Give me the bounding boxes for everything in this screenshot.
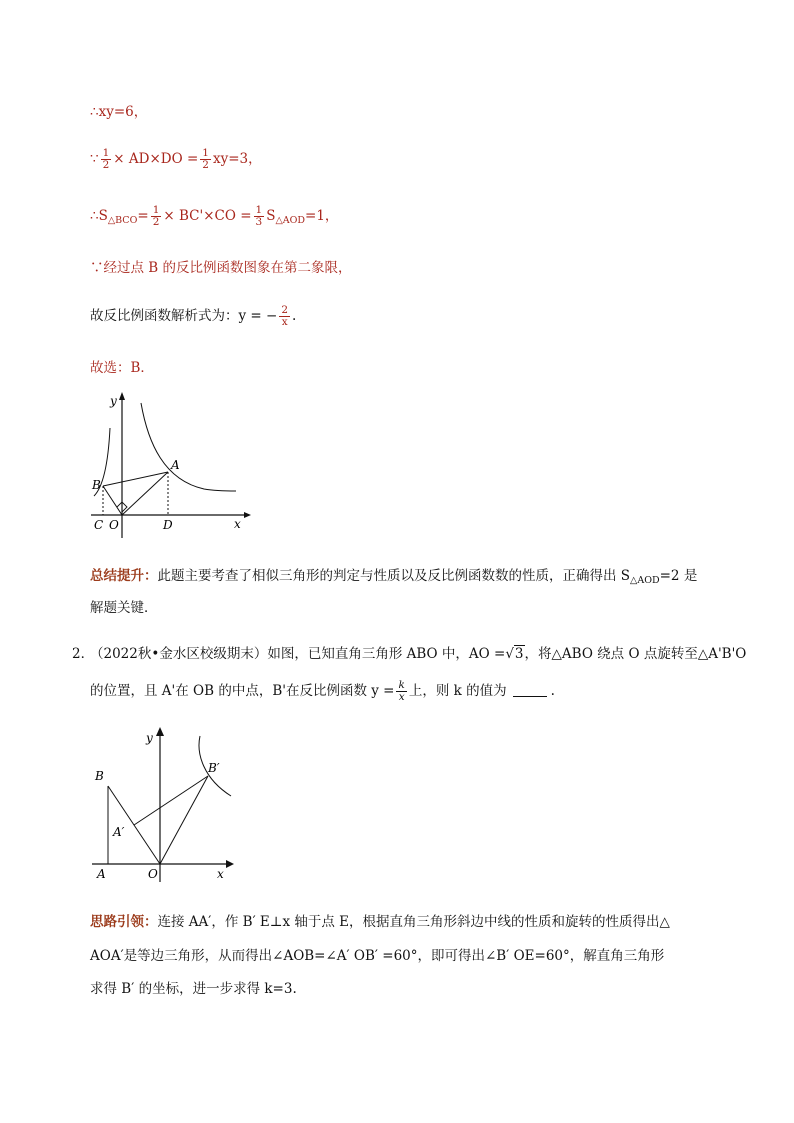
fig2-label-B: B <box>95 769 104 783</box>
fig1-x-arrow <box>244 512 251 518</box>
solution-line-4: ∵经过点 B 的反比例函数图象在第二象限， <box>90 260 352 276</box>
summary-line-1: 总结提升：此题主要考查了相似三角形的判定与性质以及反比例函数数的性质，正确得出 $S_{\triangle AOD}=2$ 是 <box>90 568 698 586</box>
fig1-label-C: C <box>94 518 104 532</box>
fig1-label-x: x <box>234 517 241 531</box>
figure-1-hyperbola-graph <box>86 388 256 546</box>
hint-label: 思路引领： <box>90 914 158 930</box>
question2-line-1: （2022秋•金水区校级期末）如图，已知直角三角形 ABO 中，AO =√3，将△ABO 绕点 O 点旋转至△A'B'O <box>90 646 747 662</box>
fig1-label-y: y <box>110 394 117 408</box>
question2-line-2: 的位置，且 A'在 OB 的中点，B'在反比例函数 y = $\frac{k}{x}$ 上，则 k 的值为 . <box>90 679 555 703</box>
fig1-segment-AB <box>103 472 168 486</box>
solution-line-1: ∴xy=6， <box>90 104 148 120</box>
question2-number: 2． <box>72 646 95 662</box>
fig2-segment-B1O <box>160 776 208 864</box>
fig1-segment-OA <box>122 472 168 515</box>
fig1-label-O: O <box>109 518 119 532</box>
summary-line-2: 解题关键． <box>90 600 158 616</box>
fig2-label-x: x <box>217 867 224 881</box>
fig1-curve-right <box>141 403 236 491</box>
answer-blank <box>513 696 547 697</box>
solution-line-2: ∵ $\frac{1}{2}$ × AD×DO = $\frac{1}{2}$ xy=3， <box>90 147 262 171</box>
hint-line-1: 思路引领：连接 AA′，作 B′ E⊥x 轴于点 E，根据直角三角形斜边中线的性质和旋转的性质得出△ <box>90 914 670 930</box>
hint-line-2: AOA′是等边三角形，从而得出∠AOB=∠A′ OB′ =60°，即可得出∠B′ OE=60°，解直角三角形 <box>90 948 665 964</box>
fig1-label-B: B <box>92 478 101 492</box>
fig2-label-A: A <box>97 867 106 881</box>
solution-line-6: 故选：B． <box>90 360 154 376</box>
fig1-segment-OB <box>103 486 122 515</box>
fig2-y-arrow <box>156 727 164 736</box>
solution-line-3: $\therefore S_{\triangle BCO}=$ $\frac{1}{2}$ × BC'×CO = $\frac{1}{3}$ $S_{\triangle AOD}=1$， <box>90 204 339 228</box>
fig1-label-D: D <box>163 518 173 532</box>
solution-line-5: 故反比例函数解析式为：y = − $\frac{2}{x}$ . <box>90 304 297 328</box>
fig1-y-arrow <box>119 392 125 400</box>
fig2-x-arrow <box>226 860 234 868</box>
fig2-label-A-prime: A′ <box>113 825 125 839</box>
fig1-label-A: A <box>171 458 180 472</box>
fig2-segment-A1B1 <box>134 776 208 825</box>
figure-2-rotation-graph <box>88 724 248 886</box>
fig2-label-O: O <box>148 867 158 881</box>
summary-label: 总结提升： <box>90 568 158 584</box>
hint-line-3: 求得 B′ 的坐标，进一步求得 k=3. <box>90 981 297 997</box>
fig2-label-y: y <box>146 731 153 745</box>
fig2-label-B-prime: B′ <box>208 761 220 775</box>
